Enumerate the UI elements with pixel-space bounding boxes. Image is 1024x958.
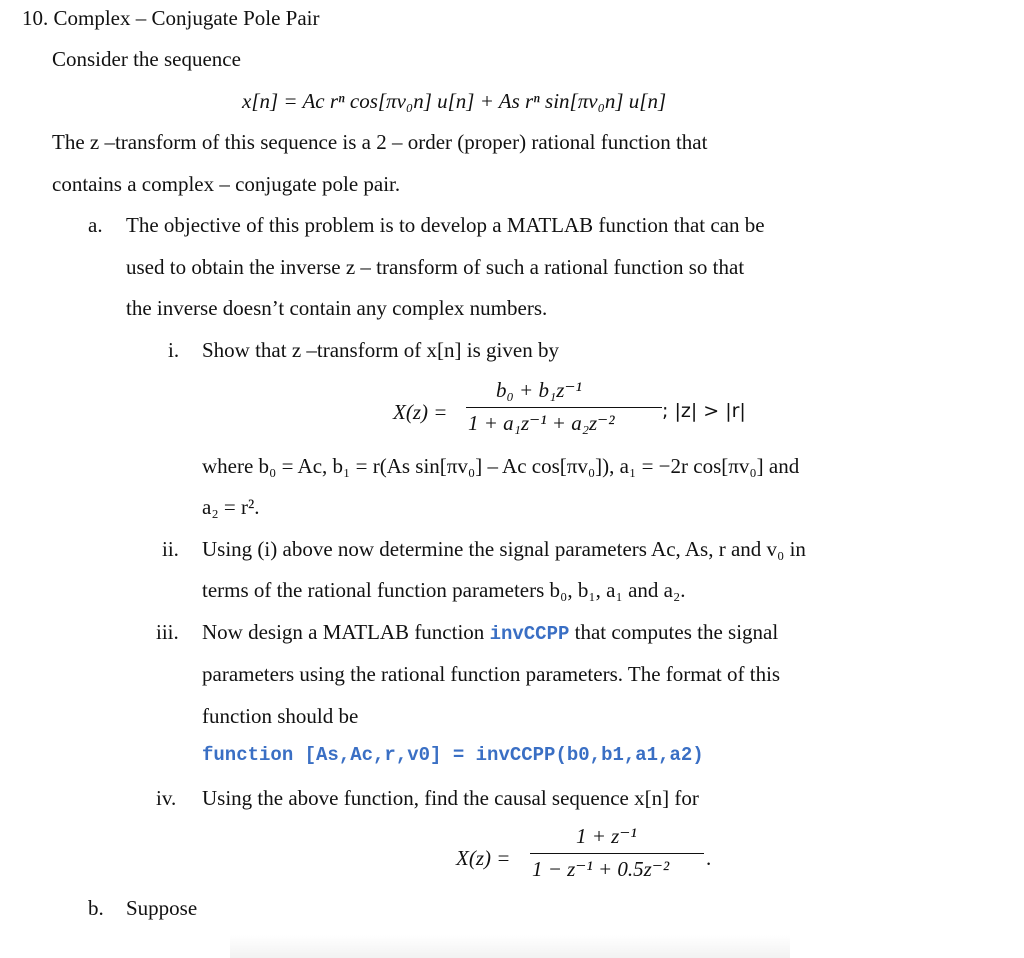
xz-denominator-iv: 1 − z⁻¹ + 0.5z⁻² xyxy=(532,857,670,881)
item-iv-text: Using the above function, find the causal sequence x[n] for xyxy=(202,786,699,810)
item-i-where-1: where b₀ = Ac, b₁ = r(As sin[πv₀] – Ac cos[πv₀]), a₁ = −2r cos[πv₀] and xyxy=(202,454,800,478)
item-iii-line-2: parameters using the rational function parameters. The format of this xyxy=(202,662,781,686)
fraction-bar-i xyxy=(466,407,662,408)
item-ii-line-1: Using (i) above now determine the signal parameters Ac, As, r and v₀ in xyxy=(202,537,806,561)
item-i-text: Show that z –transform of x[n] is given by xyxy=(202,338,559,362)
item-iv-label: iv. xyxy=(156,786,177,810)
item-iii-line-1b: that computes the signal xyxy=(569,620,779,644)
xz-denominator-i: 1 + a₁z⁻¹ + a₂z⁻² xyxy=(468,411,615,435)
invccpp-function-name: invCCPP xyxy=(489,623,570,645)
roc-text: ; |z| > |r| xyxy=(662,400,746,422)
ztransform-text-1: The z –transform of this sequence is a 2 – order (proper) rational function that xyxy=(52,130,708,154)
item-iii-label: iii. xyxy=(156,620,179,644)
part-a-line-2: used to obtain the inverse z – transform of such a rational function so that xyxy=(126,255,745,279)
intro-text: Consider the sequence xyxy=(52,47,241,71)
fraction-bar-iv xyxy=(530,853,704,854)
item-i-label: i. xyxy=(168,338,180,362)
ztransform-text-2: contains a complex – conjugate pole pair. xyxy=(52,172,401,196)
part-b-text: Suppose xyxy=(126,896,198,920)
function-signature-code: function [As,Ac,r,v0] = invCCPP(b0,b1,a1,a2) xyxy=(202,744,704,766)
item-iii-line-3: function should be xyxy=(202,704,359,728)
part-a-line-3: the inverse doesn’t contain any complex numbers. xyxy=(126,296,548,320)
xz-tail-iv: . xyxy=(706,846,712,870)
problem-heading: 10. Complex – Conjugate Pole Pair xyxy=(22,6,320,30)
item-i-where-2: a₂ = r². xyxy=(202,495,260,519)
part-a-label: a. xyxy=(88,213,103,237)
bottom-fade xyxy=(230,935,790,958)
xz-numerator-iv: 1 + z⁻¹ xyxy=(576,824,637,848)
item-ii-label: ii. xyxy=(162,537,179,561)
xz-numerator-i: b₀ + b₁z⁻¹ xyxy=(496,378,582,402)
xz-lhs-i: X(z) = xyxy=(393,400,448,424)
xz-lhs-iv: X(z) = xyxy=(456,846,511,870)
item-iii-line-1a: Now design a MATLAB function xyxy=(202,620,490,644)
part-b-label: b. xyxy=(88,896,104,920)
item-ii-line-2: terms of the rational function parameters b₀, b₁, a₁ and a₂. xyxy=(202,578,686,602)
item-iii-line-1 xyxy=(202,622,778,644)
sequence-equation: x[n] = Ac rⁿ cos[πv₀n] u[n] + As rⁿ sin[πv₀n] u[n] xyxy=(242,89,667,113)
part-a-line-1: The objective of this problem is to develop a MATLAB function that can be xyxy=(126,213,765,237)
